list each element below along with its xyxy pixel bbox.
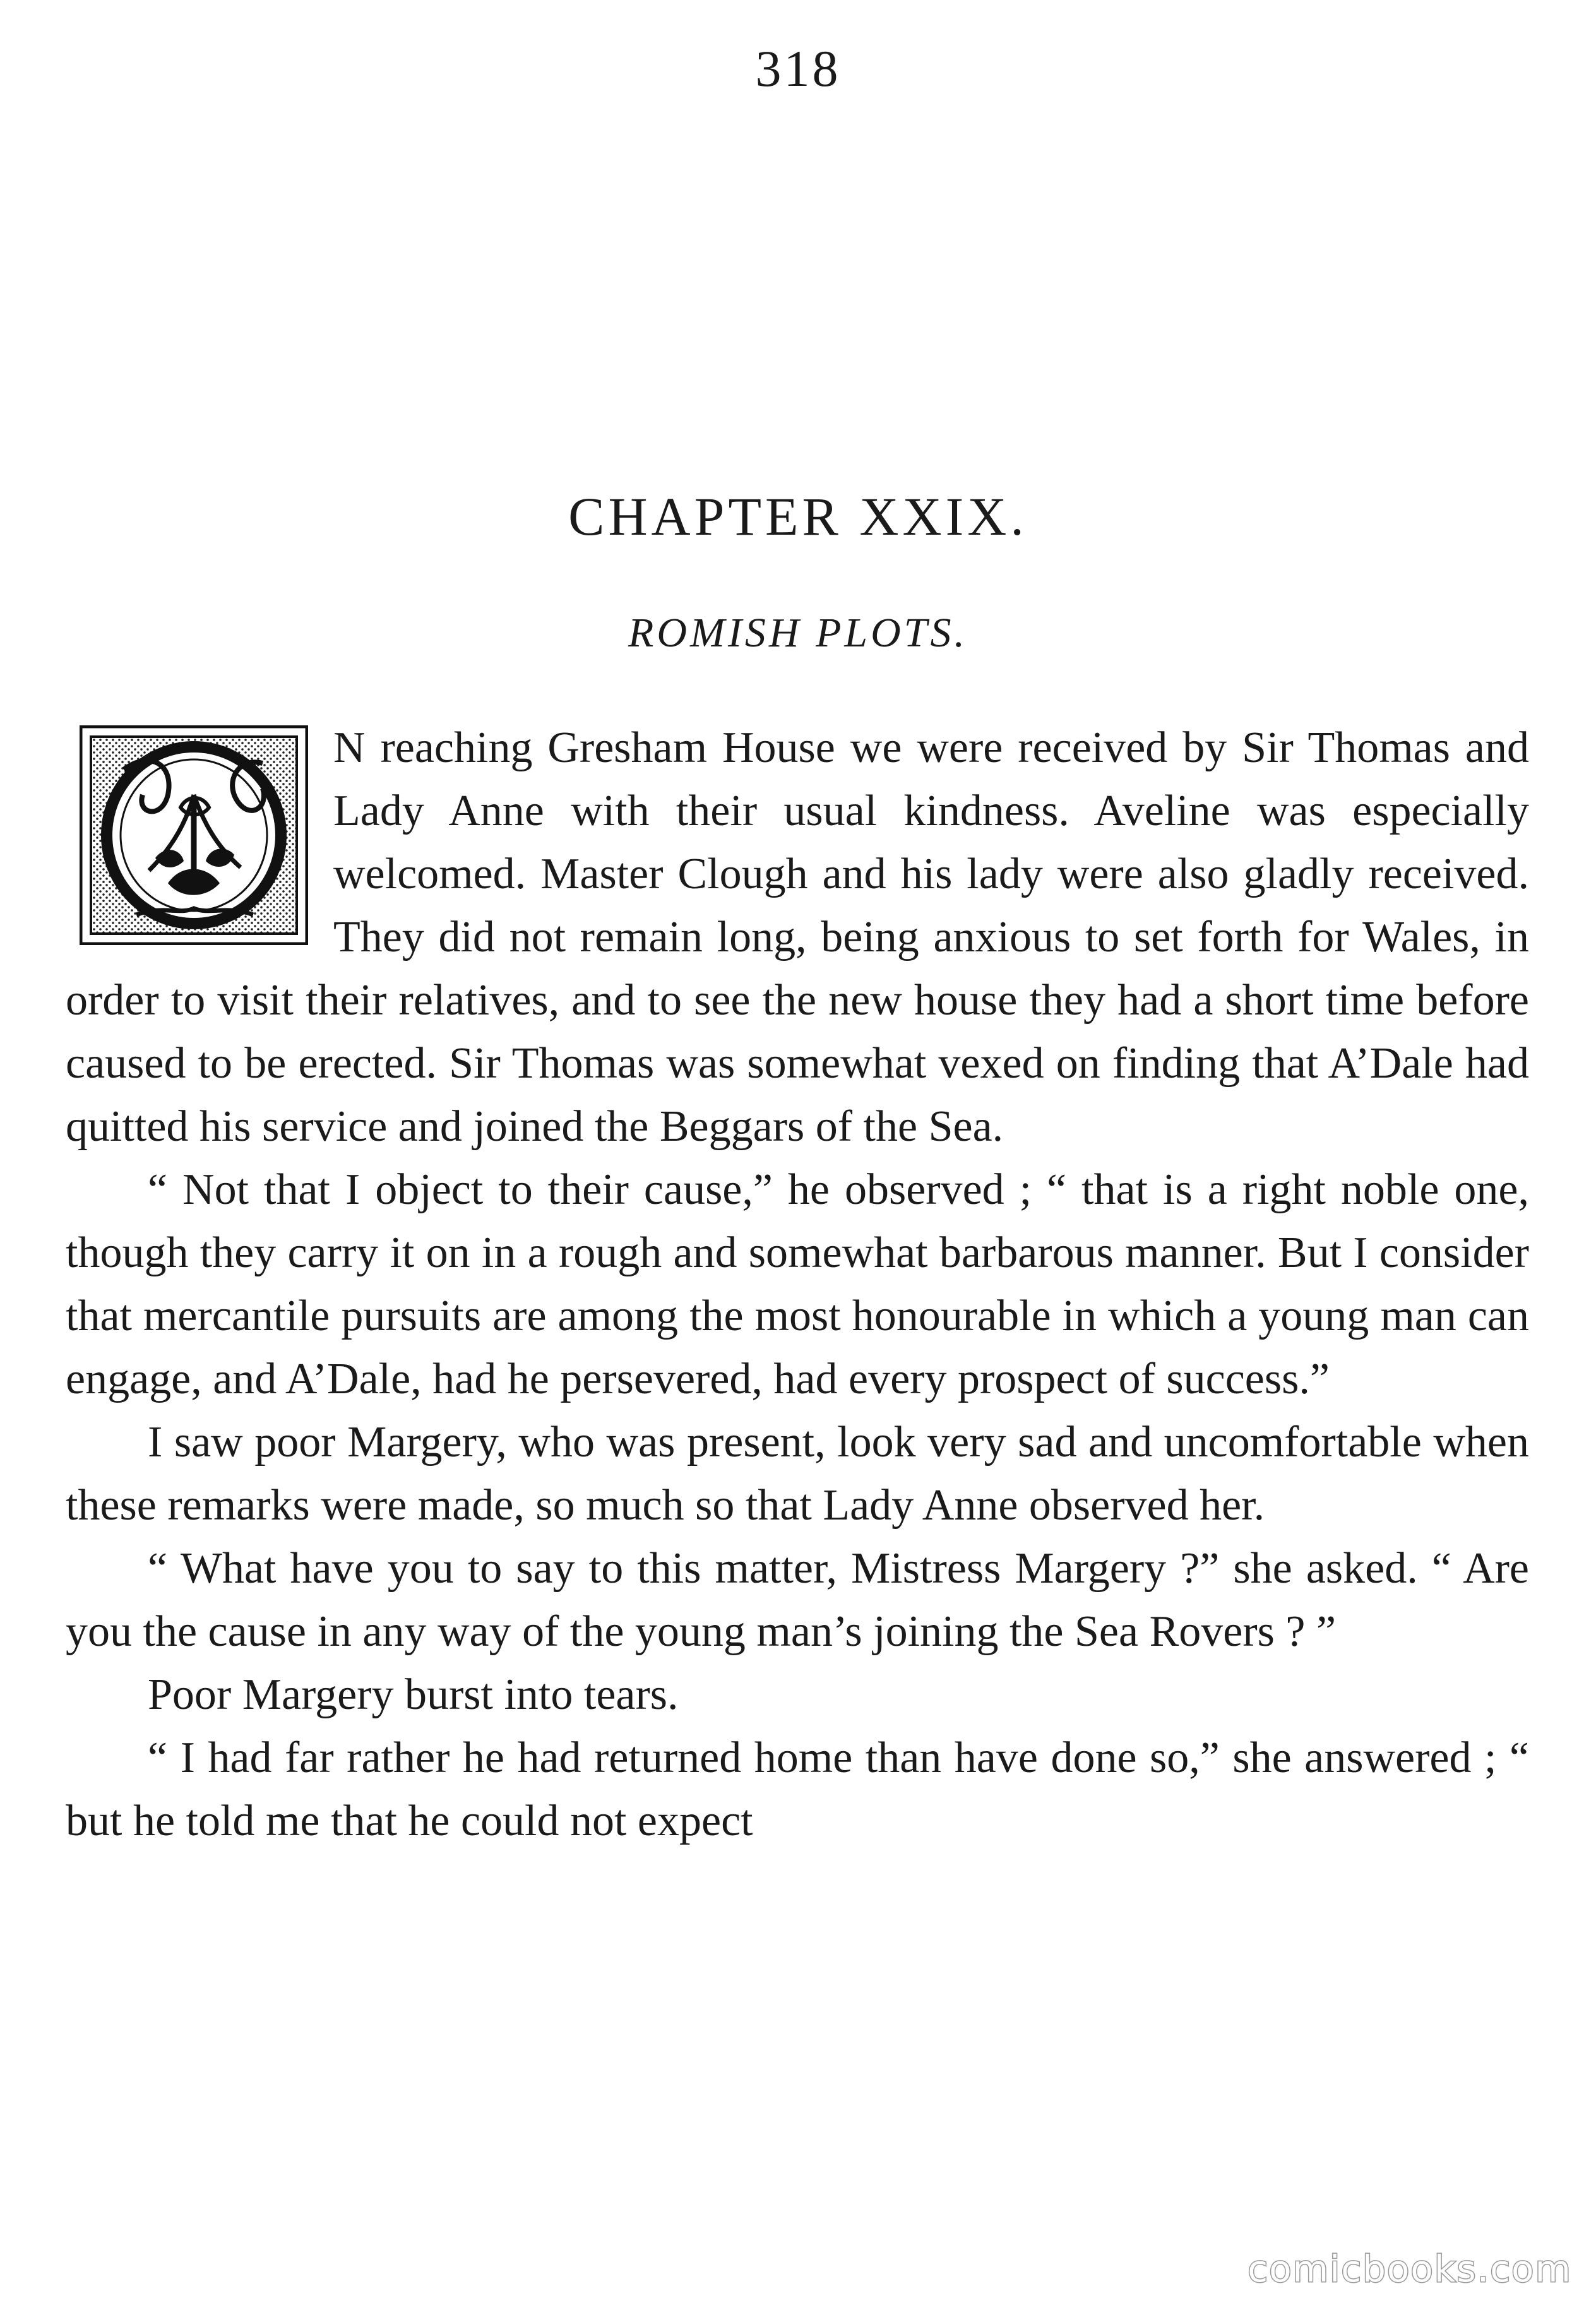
paragraph: Poor Margery burst into tears. xyxy=(148,1670,679,1719)
paragraph: “ Not that I object to their cause,” he observed ; “ that is a right noble one, though they carry it on in a rough and somewhat barbarous manner. But I consider that mercantile pursuits are among the most honourable in which a young man can engage, and A’Dale, had he persevered, had every prospect of success.” xyxy=(66,1165,1529,1403)
watermark: comicbooks.com xyxy=(1248,2247,1572,2290)
chapter-subtitle: ROMISH PLOTS. xyxy=(628,610,968,656)
paragraph: “ I had far rather he had returned home than have done so,” she answered ; “ but he told me that he could not expect xyxy=(66,1734,1529,1845)
paragraph: I saw poor Margery, who was present, look very sad and uncomfortable when these remarks were made, so much so that Lady Anne observed her. xyxy=(66,1418,1529,1530)
chapter-title: CHAPTER XXIX. xyxy=(568,486,1028,547)
body-text xyxy=(66,717,1529,1853)
paragraph: N reaching Gresham House we were received by Sir Thomas and Lady Anne with their usual kindness. Aveline was especially welcomed. Master Clough and his lady were also gladly received. They did not remain long, being anxious to set forth for Wales, in order to visit their relatives, and to see the new house they had a short time before caused to be erected. Sir Thomas was somewhat vexed on finding that A’Dale had quitted his service and joined the Beggars of the Sea. xyxy=(66,723,1529,1151)
page-number: 318 xyxy=(755,40,841,97)
paragraph: “ What have you to say to this matter, Mistress Margery ?” she asked. “ Are you the cause in any way of the young man’s joining the Sea Rovers ? ” xyxy=(66,1544,1529,1656)
ornamental-initial-o-icon xyxy=(80,725,308,945)
